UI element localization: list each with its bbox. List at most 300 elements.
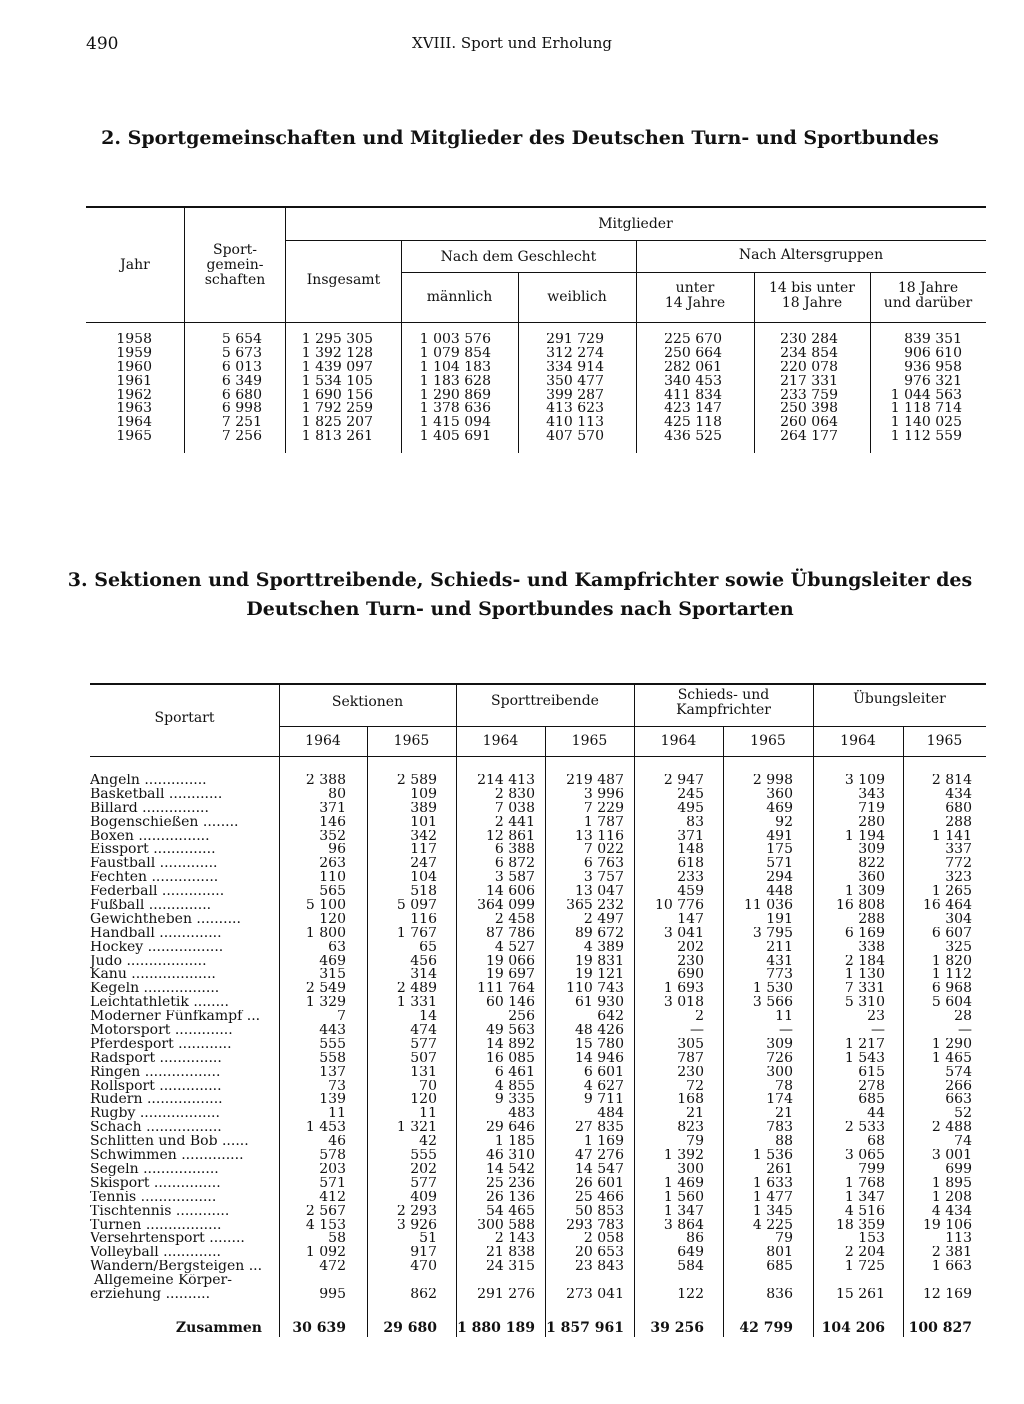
table3-cell: 148 bbox=[677, 843, 704, 858]
table2-cell: 1 825 207 bbox=[301, 416, 373, 431]
table3-cell: 3 018 bbox=[663, 996, 704, 1011]
table3-cell: 1 347 bbox=[844, 1190, 885, 1205]
table3-cell: 15 780 bbox=[575, 1037, 624, 1052]
table3-cell: 663 bbox=[945, 1093, 972, 1108]
table3-cell: 649 bbox=[677, 1246, 704, 1261]
table3-cell: 685 bbox=[766, 1260, 793, 1275]
table3-cell: 89 672 bbox=[575, 926, 624, 941]
table2-header-sportgemeinschaften: Sport- gemein- schaften bbox=[204, 242, 266, 288]
table3-cell: 578 bbox=[319, 1149, 346, 1163]
table2-cell: 423 147 bbox=[664, 402, 722, 417]
table3-sportart-label: Leichtathletik ........ bbox=[90, 996, 229, 1011]
table3-col-values bbox=[800, 774, 885, 1302]
table3-cell: 14 bbox=[419, 1010, 437, 1025]
table3-cell: 6 607 bbox=[931, 926, 972, 941]
table3-cell: 325 bbox=[945, 940, 972, 955]
table3-sportart-label: Tennis ................. bbox=[90, 1190, 217, 1205]
table2-cell: 1 183 628 bbox=[419, 374, 491, 389]
table3-sportart-label: Schwimmen .............. bbox=[90, 1149, 244, 1163]
table3-header-sporttreibende: Sporttreibende bbox=[491, 693, 599, 709]
table3-year: 1965 bbox=[926, 733, 963, 749]
table3-col-values bbox=[352, 774, 437, 1302]
table2-cell: 334 914 bbox=[546, 360, 604, 375]
table3-cell: 1 767 bbox=[396, 926, 437, 941]
table3-total-label: Zusammen bbox=[175, 1320, 262, 1336]
table2-col-jahr bbox=[42, 333, 152, 444]
table3-cell: 10 776 bbox=[655, 899, 704, 913]
table3-cell: 1 208 bbox=[931, 1190, 972, 1205]
table2-cell: 1 112 559 bbox=[890, 430, 962, 445]
table3-cell: 61 930 bbox=[575, 996, 624, 1011]
table3-col-values bbox=[619, 774, 704, 1302]
table3-sportart-label: Gewichtheben .......... bbox=[90, 912, 241, 927]
table3-cell: 1 465 bbox=[931, 1051, 972, 1066]
table3-cell: 14 946 bbox=[575, 1051, 624, 1066]
table2-cell: 264 177 bbox=[780, 430, 838, 445]
table3-cell: 7 229 bbox=[583, 801, 624, 816]
table3-cell: 58 bbox=[328, 1232, 346, 1247]
table3-cell: 719 bbox=[858, 801, 885, 816]
table3-header-schieds: Schieds- und Kampfrichter bbox=[676, 687, 771, 718]
table3-cell: 24 315 bbox=[486, 1260, 535, 1275]
table3-cell: 518 bbox=[410, 885, 437, 900]
table2-cell: 7 251 bbox=[221, 416, 262, 431]
table2-cell: 282 061 bbox=[664, 360, 722, 375]
table3-sportart-label: Schach ................. bbox=[90, 1121, 222, 1136]
table3-cell: 2 589 bbox=[396, 774, 437, 788]
table3-col-sportart bbox=[90, 774, 270, 1302]
table3-cell: 111 764 bbox=[477, 982, 535, 997]
table3-cell: 13 116 bbox=[575, 829, 624, 844]
table3-cell: 2 489 bbox=[396, 982, 437, 997]
table3-cell: 459 bbox=[677, 885, 704, 900]
table3-cell: 174 bbox=[766, 1093, 793, 1108]
table3-sportart-label: Rollsport .............. bbox=[90, 1079, 222, 1094]
table2-cell: 936 958 bbox=[904, 360, 962, 375]
table3-cell: 352 bbox=[319, 829, 346, 844]
table3-cell: 139 bbox=[319, 1093, 346, 1108]
table3-sportart-label: Boxen ................ bbox=[90, 829, 210, 844]
table2-header-insgesamt: Insgesamt bbox=[306, 272, 381, 288]
table2-cell: 234 854 bbox=[780, 346, 838, 361]
table3-title-line2: Deutschen Turn- und Sportbundes nach Sportarten bbox=[246, 598, 794, 620]
table3-col-values bbox=[261, 774, 346, 1302]
table2-cell: 312 274 bbox=[546, 346, 604, 361]
table3-cell: 68 bbox=[867, 1135, 885, 1150]
table3-cell: 2 458 bbox=[494, 912, 535, 927]
table3-cell: 2 814 bbox=[931, 774, 972, 788]
table3-cell: 54 465 bbox=[486, 1204, 535, 1219]
table2-cell: 436 525 bbox=[664, 430, 722, 445]
table3-sportart-label: Turnen ................. bbox=[90, 1218, 222, 1233]
table2-cell: 399 287 bbox=[546, 388, 604, 403]
table3-header-sportart: Sportart bbox=[154, 710, 215, 726]
table3-cell: 9 335 bbox=[494, 1093, 535, 1108]
table3-year: 1965 bbox=[571, 733, 608, 749]
table3-header-uebungsleiter: Übungsleiter bbox=[853, 691, 946, 707]
table3-cell: 4 389 bbox=[583, 940, 624, 955]
table3-cell: 96 bbox=[328, 843, 346, 858]
table3-cell: 574 bbox=[945, 1065, 972, 1080]
table3-cell: 300 588 bbox=[477, 1218, 535, 1233]
table3-cell: 266 bbox=[945, 1079, 972, 1094]
table3-cell: 104 bbox=[410, 871, 437, 886]
table3-cell: 122 bbox=[677, 1287, 704, 1302]
table3-cell: 12 169 bbox=[923, 1287, 972, 1302]
table3-cell: 1 725 bbox=[844, 1260, 885, 1275]
table3-cell: 822 bbox=[858, 857, 885, 872]
table3-cell: 25 466 bbox=[575, 1190, 624, 1205]
table3-cell: 214 413 bbox=[477, 774, 535, 788]
table3-cell: 92 bbox=[775, 815, 793, 830]
table2-cell: 1 813 261 bbox=[301, 430, 373, 445]
page-number: 490 bbox=[86, 34, 119, 54]
table3-cell: 278 bbox=[858, 1079, 885, 1094]
table3-sportart-label: Rudern ................. bbox=[90, 1093, 223, 1108]
table2-cell: 407 570 bbox=[546, 430, 604, 445]
table3-cell: 434 bbox=[945, 787, 972, 802]
table3-cell: 2 488 bbox=[931, 1121, 972, 1136]
table3-cell: 18 359 bbox=[836, 1218, 885, 1233]
table2-cell: 260 064 bbox=[780, 416, 838, 431]
table3-cell: 147 bbox=[677, 912, 704, 927]
table2-cell: 1962 bbox=[116, 388, 152, 403]
table2-col-values bbox=[152, 333, 262, 444]
table2-header-altersgruppen: Nach Altersgruppen bbox=[738, 247, 884, 263]
table2-cell: 1 118 714 bbox=[890, 402, 962, 417]
table3-title bbox=[40, 566, 1000, 624]
table3-cell: 917 bbox=[410, 1246, 437, 1261]
table3-cell: 48 426 bbox=[575, 1024, 624, 1038]
table3-cell: 203 bbox=[319, 1162, 346, 1177]
table3-cell: 7 331 bbox=[844, 982, 885, 997]
table3-sportart-label: Moderner Fünfkampf ... bbox=[90, 1010, 261, 1025]
table3-cell: 3 864 bbox=[663, 1218, 704, 1233]
table3-year: 1964 bbox=[840, 733, 876, 749]
table2-cell: 1 140 025 bbox=[890, 416, 962, 431]
table3-total-cell: 42 799 bbox=[739, 1320, 793, 1336]
table3-cell: 110 bbox=[319, 871, 346, 886]
table3-cell: 2 058 bbox=[583, 1232, 624, 1247]
table2-header-18plus: 18 Jahre und darüber bbox=[883, 280, 973, 311]
table3-cell: 470 bbox=[410, 1260, 437, 1275]
table3-cell: 6 388 bbox=[494, 843, 535, 858]
table2-header-geschlecht: Nach dem Geschlecht bbox=[440, 249, 597, 265]
table2-cell: 220 078 bbox=[780, 360, 838, 375]
table2-cell: 1960 bbox=[116, 360, 152, 375]
table3-cell: 1 185 bbox=[494, 1135, 535, 1150]
table3-cell: 2 143 bbox=[494, 1232, 535, 1247]
table3-cell: 11 bbox=[419, 1107, 437, 1122]
table3-cell: 263 bbox=[319, 857, 346, 872]
table3-cell: 49 563 bbox=[486, 1024, 535, 1038]
table3-cell: 19 697 bbox=[486, 968, 535, 983]
table3-cell: 120 bbox=[319, 912, 346, 927]
table3-cell: 14 606 bbox=[486, 885, 535, 900]
table3-total-cell: 30 639 bbox=[292, 1320, 346, 1336]
table2-col-values bbox=[852, 333, 962, 444]
table3-cell: 2 388 bbox=[305, 774, 346, 788]
table3-cell: 314 bbox=[410, 968, 437, 983]
table3-cell: 5 100 bbox=[305, 899, 346, 913]
table3-cell: 571 bbox=[766, 857, 793, 872]
table2-cell: 6 680 bbox=[221, 388, 262, 403]
table3-cell: — bbox=[779, 1024, 793, 1038]
table3-cell: 14 547 bbox=[575, 1162, 624, 1177]
table2-header-14bis18: 14 bis unter 18 Jahre bbox=[769, 280, 855, 311]
table2-cell: 906 610 bbox=[904, 346, 962, 361]
table3-cell: 19 121 bbox=[575, 968, 624, 983]
table2-cell: 1 104 183 bbox=[419, 360, 491, 375]
table2-cell: 291 729 bbox=[546, 333, 604, 347]
table3-cell: 360 bbox=[766, 787, 793, 802]
table3-cell: 618 bbox=[677, 857, 704, 872]
table3-cell: 42 bbox=[419, 1135, 437, 1150]
table3-cell: 773 bbox=[766, 968, 793, 983]
table3-cell: 80 bbox=[328, 787, 346, 802]
table3-cell: 74 bbox=[954, 1135, 972, 1150]
table3-sportart-label: Segeln ................. bbox=[90, 1162, 219, 1177]
table3-total-cell: 100 827 bbox=[908, 1320, 972, 1336]
table3-cell: 3 109 bbox=[844, 774, 885, 788]
table2-cell: 1964 bbox=[116, 416, 152, 431]
table3-cell: 6 461 bbox=[494, 1065, 535, 1080]
table2-cell: 1 534 105 bbox=[301, 374, 373, 389]
table3-cell: 555 bbox=[319, 1037, 346, 1052]
table3-cell: 1 392 bbox=[663, 1149, 704, 1163]
table3-cell: 280 bbox=[858, 815, 885, 830]
table2-cell: 217 331 bbox=[780, 374, 838, 389]
table3-cell: 4 225 bbox=[752, 1218, 793, 1233]
table3-cell: 7 022 bbox=[583, 843, 624, 858]
table3-cell: 256 bbox=[508, 1010, 535, 1025]
table3-cell: 191 bbox=[766, 912, 793, 927]
table3-col-values bbox=[708, 774, 793, 1302]
table3-sportart-label: Eissport .............. bbox=[90, 843, 216, 858]
table3-cell: 79 bbox=[775, 1232, 793, 1247]
table3-cell: 28 bbox=[954, 1010, 972, 1025]
table3-sportart-label: Tischtennis ............ bbox=[90, 1204, 230, 1219]
table2-col-values bbox=[612, 333, 722, 444]
table3-cell: 995 bbox=[319, 1287, 346, 1302]
table3-cell: 5 310 bbox=[844, 996, 885, 1011]
table2-cell: 425 118 bbox=[664, 416, 722, 431]
table2-cell: 1961 bbox=[116, 374, 152, 389]
table2-cell: 5 654 bbox=[221, 333, 262, 347]
table3-cell: 2 998 bbox=[752, 774, 793, 788]
table3-sportart-label: erziehung .......... bbox=[90, 1287, 211, 1302]
table3-cell: 456 bbox=[410, 954, 437, 969]
table3-cell: 801 bbox=[766, 1246, 793, 1261]
table3-cell: 558 bbox=[319, 1051, 346, 1066]
table3-cell: 175 bbox=[766, 843, 793, 858]
table3-cell: 1 141 bbox=[931, 829, 972, 844]
table3-cell: 2 567 bbox=[305, 1204, 346, 1219]
table2-cell: 1 415 094 bbox=[419, 416, 491, 431]
table3-header-sektionen: Sektionen bbox=[331, 694, 404, 710]
table2-cell: 1965 bbox=[116, 430, 152, 445]
table2-cell: 1 378 636 bbox=[419, 402, 491, 417]
table3-cell: 799 bbox=[858, 1162, 885, 1177]
table3-cell: 338 bbox=[858, 940, 885, 955]
table3-cell: 412 bbox=[319, 1190, 346, 1205]
table3-cell: 337 bbox=[945, 843, 972, 858]
table2-header-unter14: unter 14 Jahre bbox=[664, 280, 726, 311]
table3-year: 1964 bbox=[482, 733, 519, 749]
running-header: XVIII. Sport und Erholung bbox=[412, 34, 612, 52]
table3-year: 1965 bbox=[750, 733, 786, 749]
table3-cell: 699 bbox=[945, 1162, 972, 1177]
table3-cell: 52 bbox=[954, 1107, 972, 1122]
table3-cell: 309 bbox=[858, 843, 885, 858]
table3-cell: — bbox=[871, 1024, 885, 1038]
table3-cell: 1 331 bbox=[396, 996, 437, 1011]
table2-cell: 350 477 bbox=[546, 374, 604, 389]
table3-cell: 288 bbox=[858, 912, 885, 927]
table3-cell: 431 bbox=[766, 954, 793, 969]
table3-cell: 78 bbox=[775, 1079, 793, 1094]
table3-cell: 4 153 bbox=[305, 1218, 346, 1233]
table2-cell: 340 453 bbox=[664, 374, 722, 389]
table3-sportart-label: Motorsport ............. bbox=[90, 1024, 233, 1038]
table3-cell: 137 bbox=[319, 1065, 346, 1080]
table3-cell: 23 843 bbox=[575, 1260, 624, 1275]
table3-cell: 230 bbox=[677, 954, 704, 969]
table3-cell: 783 bbox=[766, 1121, 793, 1136]
table2-header-weiblich: weiblich bbox=[547, 289, 607, 305]
table3-cell: 3 065 bbox=[844, 1149, 885, 1163]
table3-cell: 1 217 bbox=[844, 1037, 885, 1052]
table2-title: 2. Sportgemeinschaften und Mitglieder des Deutschen Turn- und Sportbundes bbox=[101, 127, 939, 149]
table3-cell: 443 bbox=[319, 1024, 346, 1038]
table3-cell: 3 795 bbox=[752, 926, 793, 941]
table3-cell: 495 bbox=[677, 801, 704, 816]
table3-cell: 14 542 bbox=[486, 1162, 535, 1177]
table3-sportart-label: Kegeln ................. bbox=[90, 982, 220, 997]
table3-sportart-label: Ringen ................. bbox=[90, 1065, 221, 1080]
table3-cell: 46 bbox=[328, 1135, 346, 1150]
table3-cell: 7 038 bbox=[494, 801, 535, 816]
table3-cell: 25 236 bbox=[486, 1176, 535, 1191]
table3-cell: 323 bbox=[945, 871, 972, 886]
table3-cell: 680 bbox=[945, 801, 972, 816]
table3-cell: 304 bbox=[945, 912, 972, 927]
table2-cell: 1 405 691 bbox=[419, 430, 491, 445]
table3-cell: 2 830 bbox=[494, 787, 535, 802]
table3-cell: 469 bbox=[766, 801, 793, 816]
table3-sportart-label: Handball .............. bbox=[90, 926, 222, 941]
table3-cell: 211 bbox=[766, 940, 793, 955]
table3-cell: 484 bbox=[597, 1107, 624, 1122]
table3-cell: 245 bbox=[677, 787, 704, 802]
table3-cell: 5 604 bbox=[931, 996, 972, 1011]
table3-cell: 168 bbox=[677, 1093, 704, 1108]
table2-cell: 1 439 097 bbox=[301, 360, 373, 375]
table3-sportart-label: Skisport ............... bbox=[90, 1176, 221, 1191]
table3-cell: 342 bbox=[410, 829, 437, 844]
table3-cell: 1 347 bbox=[663, 1204, 704, 1219]
table3-cell: 474 bbox=[410, 1024, 437, 1038]
table2-col-values bbox=[728, 333, 838, 444]
table3-cell: 3 996 bbox=[583, 787, 624, 802]
table3-cell: 288 bbox=[945, 815, 972, 830]
table3-cell: 21 838 bbox=[486, 1246, 535, 1261]
table3-cell: 1 345 bbox=[752, 1204, 793, 1219]
table3-cell: 72 bbox=[686, 1079, 704, 1094]
table3-sportart-label: Kanu ................... bbox=[90, 968, 216, 983]
table3-sportart-label: Allgemeine Körper- bbox=[94, 1274, 232, 1288]
table2-cell: 1 044 563 bbox=[890, 388, 962, 403]
table2-col-values bbox=[494, 333, 604, 444]
table3-cell: 202 bbox=[677, 940, 704, 955]
table3-cell: 2 204 bbox=[844, 1246, 885, 1261]
table3-cell: 507 bbox=[410, 1051, 437, 1066]
table3-cell: 690 bbox=[677, 968, 704, 983]
table3-cell: 11 036 bbox=[744, 899, 793, 913]
table3-sportart-label: Bogenschießen ........ bbox=[90, 815, 239, 830]
table2-cell: 839 351 bbox=[904, 333, 962, 347]
table3-cell: 1 787 bbox=[583, 815, 624, 830]
table3-year: 1965 bbox=[393, 733, 430, 749]
table3-cell: 389 bbox=[410, 801, 437, 816]
table3-cell: 3 041 bbox=[663, 926, 704, 941]
table3-cell: 1 663 bbox=[931, 1260, 972, 1275]
table3-sportart-label: Faustball ............. bbox=[90, 857, 218, 872]
table3-cell: 230 bbox=[677, 1065, 704, 1080]
table3-total-cell: 1 857 961 bbox=[546, 1320, 624, 1336]
table3-cell: 2 293 bbox=[396, 1204, 437, 1219]
table2-cell: 1 295 305 bbox=[301, 333, 373, 347]
table3-cell: 117 bbox=[410, 843, 437, 858]
table3-total-cell: 29 680 bbox=[383, 1320, 437, 1336]
table3-cell: 4 434 bbox=[931, 1204, 972, 1219]
table3-cell: 21 bbox=[775, 1107, 793, 1122]
table2-col-values bbox=[263, 333, 373, 444]
table3-cell: 50 853 bbox=[575, 1204, 624, 1219]
table3-sportart-label: Basketball ............ bbox=[90, 787, 223, 802]
table3-cell: 79 bbox=[686, 1135, 704, 1150]
table3-cell: 101 bbox=[410, 815, 437, 830]
table3-cell: 309 bbox=[766, 1037, 793, 1052]
table3-cell: 21 bbox=[686, 1107, 704, 1122]
table3-cell: 44 bbox=[867, 1107, 885, 1122]
table2-cell: 6 998 bbox=[221, 402, 262, 417]
table3-cell: 4 516 bbox=[844, 1204, 885, 1219]
table3-cell: 6 968 bbox=[931, 982, 972, 997]
table2-cell: 6 349 bbox=[221, 374, 262, 389]
table3-cell: 3 926 bbox=[396, 1218, 437, 1233]
table3-cell: 16 085 bbox=[486, 1051, 535, 1066]
table3-cell: 555 bbox=[410, 1149, 437, 1163]
table3-sportart-label: Fechten ............... bbox=[90, 871, 219, 886]
table3-cell: 3 587 bbox=[494, 871, 535, 886]
table3-cell: 13 047 bbox=[575, 885, 624, 900]
table3-cell: 726 bbox=[766, 1051, 793, 1066]
table3-cell: 685 bbox=[858, 1093, 885, 1108]
table3-cell: — bbox=[958, 1024, 972, 1038]
table3-cell: 642 bbox=[597, 1010, 624, 1025]
table3-cell: 577 bbox=[410, 1037, 437, 1052]
table3-cell: 448 bbox=[766, 885, 793, 900]
table3-cell: 19 831 bbox=[575, 954, 624, 969]
table3-cell: 6 601 bbox=[583, 1065, 624, 1080]
table2-cell: 1963 bbox=[116, 402, 152, 417]
table3-cell: 120 bbox=[410, 1093, 437, 1108]
table3-cell: 1 693 bbox=[663, 982, 704, 997]
table3-cell: 571 bbox=[319, 1176, 346, 1191]
table3-sportart-label: Schlitten und Bob ...... bbox=[90, 1135, 249, 1150]
table2-cell: 6 013 bbox=[221, 360, 262, 375]
